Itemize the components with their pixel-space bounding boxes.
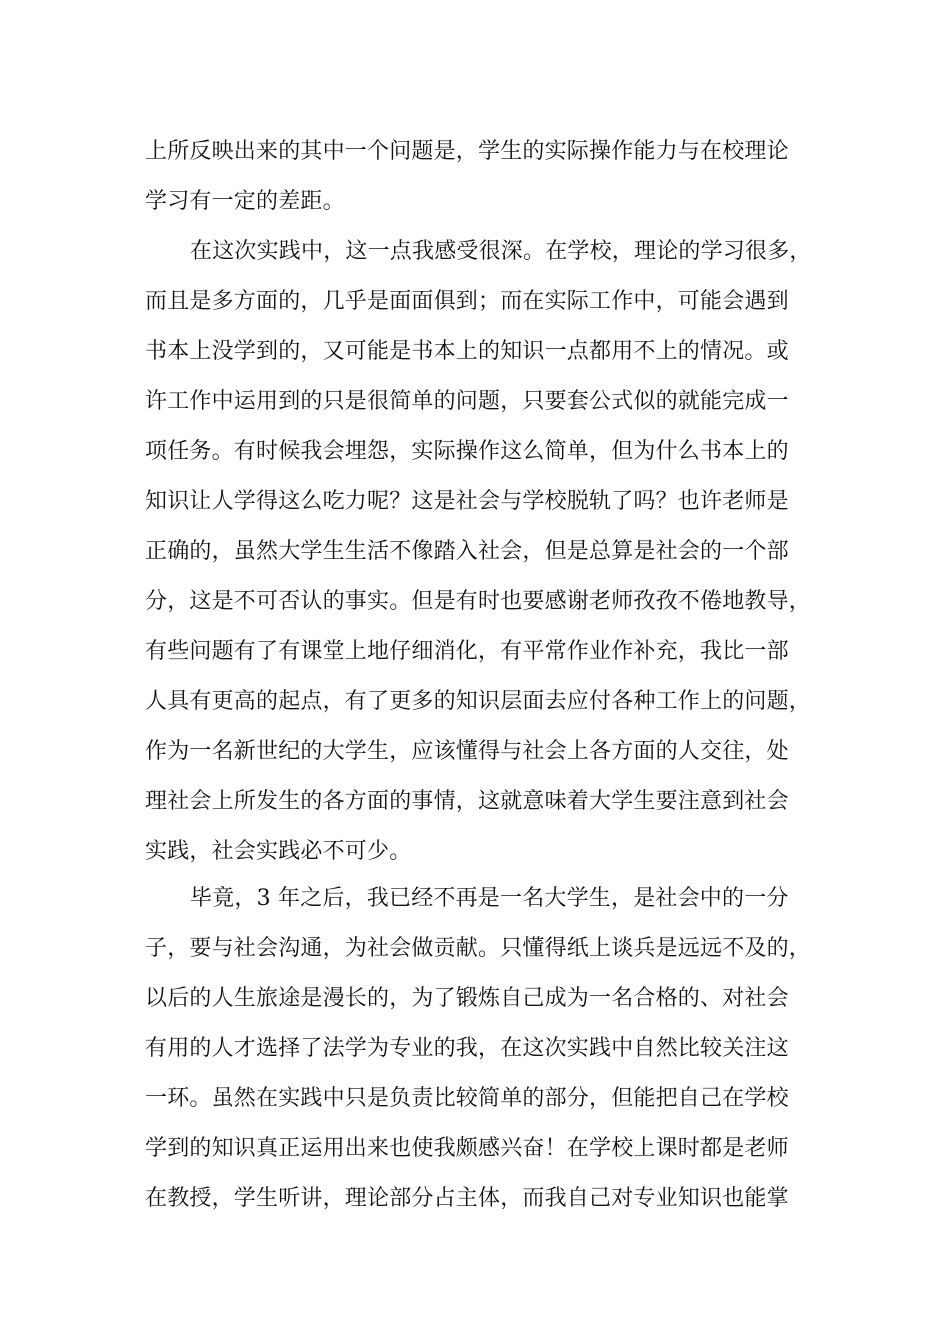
paragraph-start-line: 毕竟，3 年之后，我已经不再是一名大学生，是社会中的一分 <box>190 886 789 911</box>
text-line: 书本上没学到的，又可能是书本上的知识一点都用不上的情况。或 <box>145 339 789 364</box>
text-line: 分，这是不可否认的事实。但是有时也要感谢老师孜孜不倦地教导， <box>145 589 812 614</box>
paragraph-start-line: 在这次实践中，这一点我感受很深。在学校，理论的学习很多， <box>190 239 812 264</box>
text-line: 许工作中运用到的只是很简单的问题，只要套公式似的就能完成一 <box>145 389 789 414</box>
text-line: 知识让人学得这么吃力呢？这是社会与学校脱轨了吗？也许老师是 <box>145 489 789 514</box>
text-line: 以后的人生旅途是漫长的，为了锻炼自己成为一名合格的、对社会 <box>145 986 789 1011</box>
text-line: 子，要与社会沟通，为社会做贡献。只懂得纸上谈兵是远远不及的， <box>145 936 812 961</box>
text-line: 实践，社会实践必不可少。 <box>145 839 412 864</box>
text-line: 作为一名新世纪的大学生，应该懂得与社会上各方面的人交往，处 <box>145 739 789 764</box>
text-line: 有用的人才选择了法学为专业的我，在这次实践中自然比较关注这 <box>145 1036 789 1061</box>
text-line: 在教授，学生听讲，理论部分占主体，而我自己对专业知识也能掌 <box>145 1186 789 1211</box>
text-line: 学到的知识真正运用出来也使我颇感兴奋！在学校上课时都是老师 <box>145 1136 789 1161</box>
text-line: 人具有更高的起点，有了更多的知识层面去应付各种工作上的问题， <box>145 689 812 714</box>
text-line: 而且是多方面的，几乎是面面俱到；而在实际工作中，可能会遇到 <box>145 289 789 314</box>
text-line: 项任务。有时候我会埋怨，实际操作这么简单，但为什么书本上的 <box>145 439 789 464</box>
text-line: 有些问题有了有课堂上地仔细消化，有平常作业作补充，我比一部 <box>145 639 789 664</box>
text-line: 理社会上所发生的各方面的事情，这就意味着大学生要注意到社会 <box>145 789 789 814</box>
text-line: 正确的，虽然大学生生活不像踏入社会，但是总算是社会的一个部 <box>145 539 789 564</box>
text-line: 学习有一定的差距。 <box>145 189 345 214</box>
text-line: 一环。虽然在实践中只是负责比较简单的部分，但能把自己在学校 <box>145 1086 789 1111</box>
text-line: 上所反映出来的其中一个问题是，学生的实际操作能力与在校理论 <box>145 139 789 164</box>
